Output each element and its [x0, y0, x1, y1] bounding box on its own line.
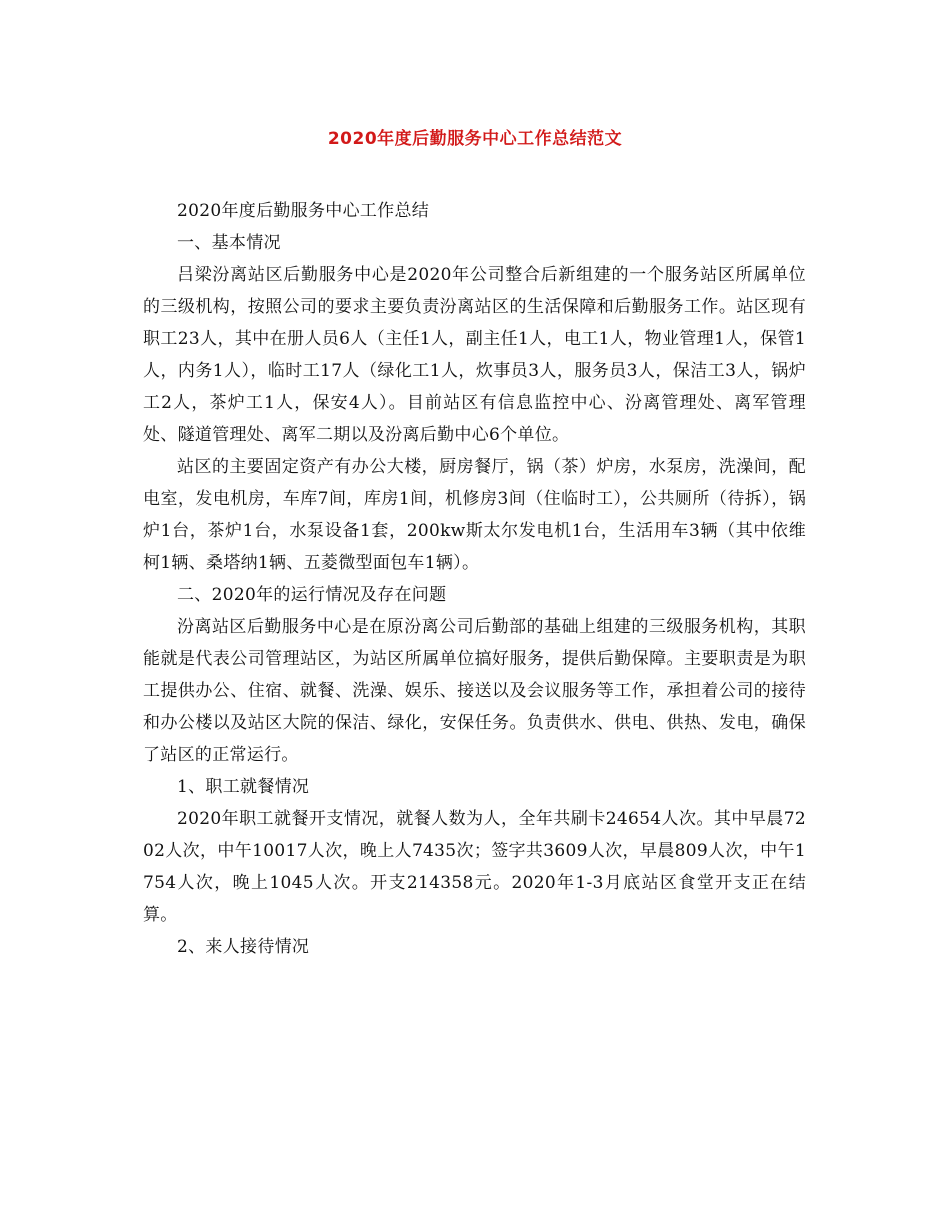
document-title: 2020年度后勤服务中心工作总结范文	[327, 129, 623, 149]
paragraph-subtitle: 2020年度后勤服务中心工作总结	[177, 201, 430, 221]
paragraph-fixed-assets: 站区的主要固定资产有办公大楼，厨房餐厅，锅（茶）炉房，水泵房，洗澡间，配电室，发电机房，车库7间，库房1间，机修房3间（住临时工），公共厕所（待拆），锅炉1台，茶炉1台，水泵设备1套，200kw斯太尔发电机1台，生活用车3辆（其中依维柯1辆、桑塔纳1辆、五菱微型面包车1辆）。	[143, 457, 806, 573]
section-heading-operations: 二、2020年的运行情况及存在问题	[177, 585, 447, 605]
subheading-reception: 2、来人接待情况	[177, 937, 310, 957]
paragraph-overview: 吕梁汾离站区后勤服务中心是2020年公司整合后新组建的一个服务站区所属单位的三级机构，按照公司的要求主要负责汾离站区的生活保障和后勤服务工作。站区现有职工23人，其中在册人员6人（主任1人，副主任1人，电工1人，物业管理1人，保管1人，内务1人），临时工17人（绿化工1人，炊事员3人，服务员3人，保洁工3人，锅炉工2人，茶炉工1人，保安4人）。目前站区有信息监控中心、汾离管理处、离军管理处、隧道管理处、离军二期以及汾离后勤中心6个单位。	[143, 265, 806, 445]
section-heading-basic-situation: 一、基本情况	[177, 233, 281, 253]
subheading-staff-dining: 1、职工就餐情况	[177, 777, 310, 797]
paragraph-dining-stats: 2020年职工就餐开支情况，就餐人数为人，全年共刷卡24654人次。其中早晨7202人次，中午10017人次，晚上人7435次；签字共3609人次，早晨809人次，中午1754人次，晚上1045人次。开支214358元。2020年1-3月底站区食堂开支正在结算。	[143, 809, 806, 925]
document-body	[143, 195, 806, 963]
paragraph-responsibilities: 汾离站区后勤服务中心是在原汾离公司后勤部的基础上组建的三级服务机构，其职能就是代表公司管理站区，为站区所属单位搞好服务，提供后勤保障。主要职责是为职工提供办公、住宿、就餐、洗澡、娱乐、接送以及会议服务等工作，承担着公司的接待和办公楼以及站区大院的保洁、绿化，安保任务。负责供水、供电、供热、发电，确保了站区的正常运行。	[143, 617, 806, 765]
